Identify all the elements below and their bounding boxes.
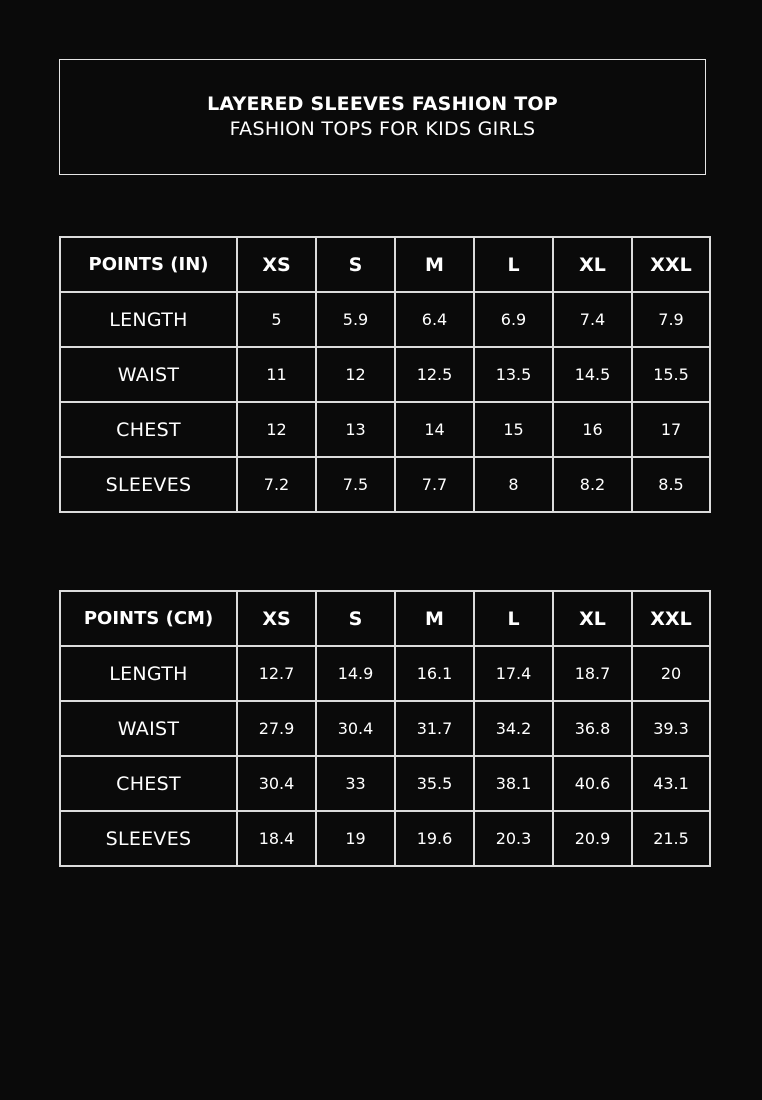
- table-cell: 11: [237, 347, 316, 402]
- table-cell: 20.3: [474, 811, 553, 866]
- table-cell: 5: [237, 292, 316, 347]
- table-cell: 33: [316, 756, 395, 811]
- table-cell: 7.5: [316, 457, 395, 512]
- table-cell: 7.9: [632, 292, 710, 347]
- table-cell: 18.4: [237, 811, 316, 866]
- table-cell: 19.6: [395, 811, 474, 866]
- row-label: WAIST: [60, 347, 237, 402]
- table-cell: 35.5: [395, 756, 474, 811]
- row-label: LENGTH: [60, 646, 237, 701]
- title-box: [59, 59, 706, 175]
- table-row: [60, 292, 710, 347]
- table-cell: 12.5: [395, 347, 474, 402]
- table-cell: 16.1: [395, 646, 474, 701]
- table-cell: 14.9: [316, 646, 395, 701]
- table-cell: 14: [395, 402, 474, 457]
- size-header-m: M: [395, 237, 474, 292]
- table-cell: 17: [632, 402, 710, 457]
- table-cell: 15.5: [632, 347, 710, 402]
- table-cell: 7.2: [237, 457, 316, 512]
- table-cell: 8.2: [553, 457, 632, 512]
- row-label: SLEEVES: [60, 457, 237, 512]
- table-cell: 31.7: [395, 701, 474, 756]
- table-cell: 34.2: [474, 701, 553, 756]
- size-header-m: M: [395, 591, 474, 646]
- table-row: [60, 347, 710, 402]
- table-cell: 13.5: [474, 347, 553, 402]
- size-header-s: S: [316, 591, 395, 646]
- table-cell: 19: [316, 811, 395, 866]
- row-label: SLEEVES: [60, 811, 237, 866]
- size-header-xl: XL: [553, 237, 632, 292]
- table-row: [60, 457, 710, 512]
- table-cell: 16: [553, 402, 632, 457]
- table-row: [60, 701, 710, 756]
- size-header-xl: XL: [553, 591, 632, 646]
- table-cell: 30.4: [316, 701, 395, 756]
- size-header-xxl: XXL: [632, 591, 710, 646]
- table-cell: 14.5: [553, 347, 632, 402]
- size-table-inches: [59, 236, 711, 513]
- table-cell: 7.4: [553, 292, 632, 347]
- table-cell: 12.7: [237, 646, 316, 701]
- size-header-xs: XS: [237, 591, 316, 646]
- table-row: [60, 402, 710, 457]
- table-cell: 15: [474, 402, 553, 457]
- table-cell: 7.7: [395, 457, 474, 512]
- table-cell: 38.1: [474, 756, 553, 811]
- size-table-centimeters: [59, 590, 711, 867]
- table-cell: 27.9: [237, 701, 316, 756]
- row-label: WAIST: [60, 701, 237, 756]
- size-header-s: S: [316, 237, 395, 292]
- table-cell: 12: [237, 402, 316, 457]
- table-cell: 5.9: [316, 292, 395, 347]
- page-title: LAYERED SLEEVES FASHION TOP: [207, 93, 558, 115]
- table-cell: 20: [632, 646, 710, 701]
- size-header-l: L: [474, 237, 553, 292]
- table-cell: 17.4: [474, 646, 553, 701]
- table-cell: 12: [316, 347, 395, 402]
- row-label: CHEST: [60, 402, 237, 457]
- table-row: [60, 646, 710, 701]
- table-cell: 36.8: [553, 701, 632, 756]
- table-header-row: [60, 591, 710, 646]
- row-label: CHEST: [60, 756, 237, 811]
- table-cell: 18.7: [553, 646, 632, 701]
- row-label: LENGTH: [60, 292, 237, 347]
- size-header-l: L: [474, 591, 553, 646]
- table-cell: 21.5: [632, 811, 710, 866]
- table-cell: 39.3: [632, 701, 710, 756]
- points-header: POINTS (IN): [60, 237, 237, 292]
- size-header-xxl: XXL: [632, 237, 710, 292]
- table-cell: 30.4: [237, 756, 316, 811]
- table-row: [60, 756, 710, 811]
- table-cell: 13: [316, 402, 395, 457]
- table-cell: 8.5: [632, 457, 710, 512]
- table-row: [60, 811, 710, 866]
- table-cell: 20.9: [553, 811, 632, 866]
- table-cell: 40.6: [553, 756, 632, 811]
- size-header-xs: XS: [237, 237, 316, 292]
- points-header: POINTS (CM): [60, 591, 237, 646]
- table-cell: 6.9: [474, 292, 553, 347]
- table-header-row: [60, 237, 710, 292]
- table-cell: 6.4: [395, 292, 474, 347]
- page-subtitle: FASHION TOPS FOR KIDS GIRLS: [229, 118, 536, 140]
- table-cell: 43.1: [632, 756, 710, 811]
- table-cell: 8: [474, 457, 553, 512]
